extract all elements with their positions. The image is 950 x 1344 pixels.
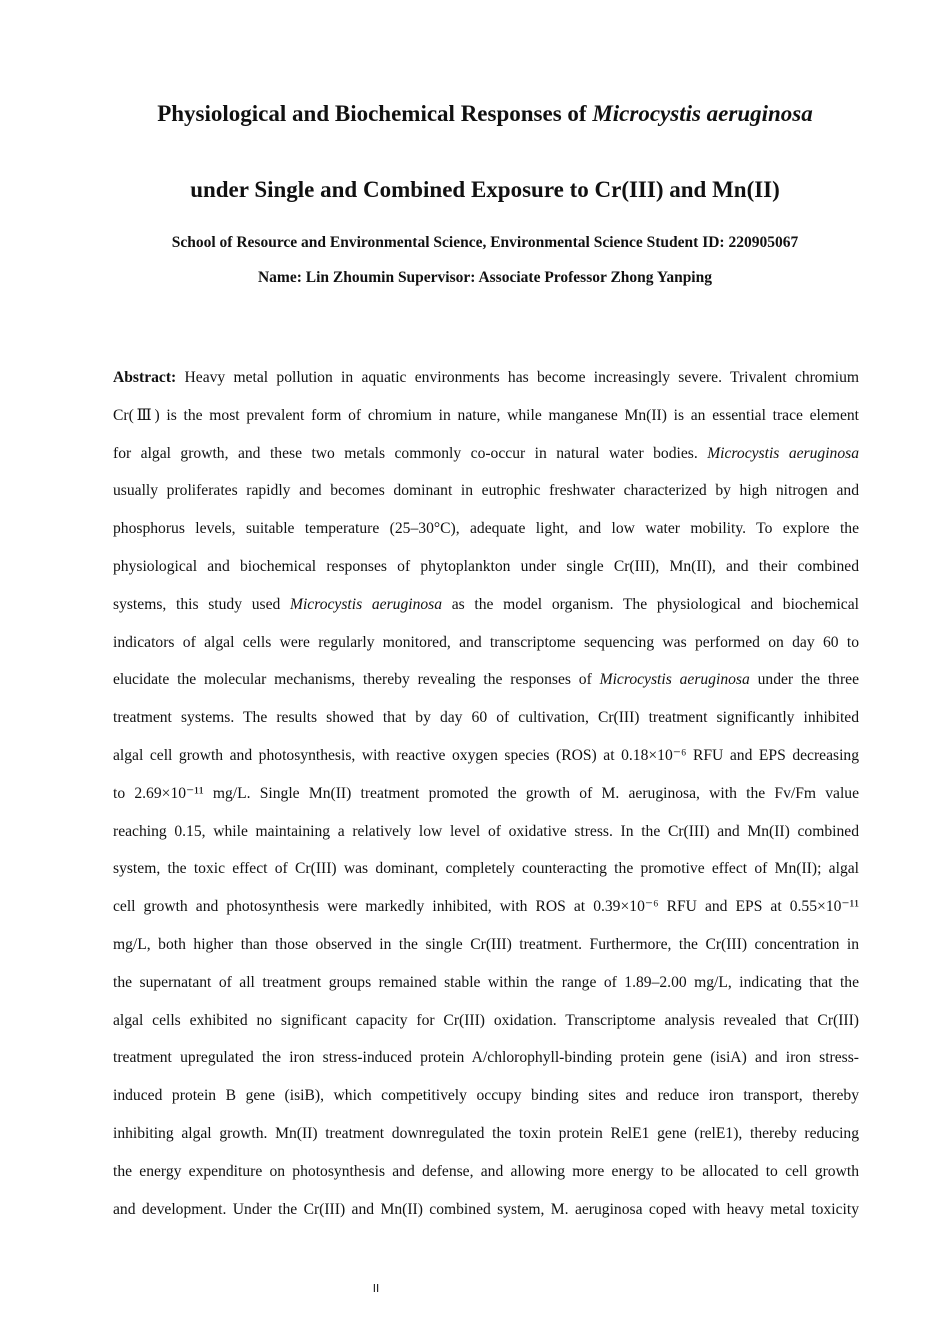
abstract-line [113, 661, 859, 699]
title-species-name: Microcystis aeruginosa [592, 101, 813, 126]
abstract-line [113, 510, 859, 548]
abstract-line [113, 359, 859, 397]
abstract-line [113, 624, 859, 662]
abstract-text: systems, this study used [113, 595, 290, 613]
abstract-text: indicators of algal cells were regularly monitored, and transcriptome sequencing was performed on day 60 to [113, 633, 859, 651]
abstract-text: treatment systems. The results showed that by day 60 of cultivation, Cr(III) treatment significantly inhibited [113, 709, 859, 727]
abstract-text: Heavy metal pollution in aquatic environments has become increasingly severe. Trivalent chromium [176, 369, 859, 386]
abstract-text: usually proliferates rapidly and becomes dominant in eutrophic freshwater characterized by high nitrogen and [113, 482, 859, 500]
abstract-text: the supernatant of all treatment groups remained stable within the range of 1.89–2.00 mg/L, indicating that the [113, 973, 859, 991]
abstract-text: under the three [749, 671, 859, 689]
paper-title-line-2: under Single and Combined Exposure to Cr(III) and Mn(II) [190, 177, 780, 202]
abstract-line [113, 435, 859, 473]
abstract-text: system, the toxic effect of Cr(III) was dominant, completely counteracting the promotive effect of Mn(II); algal [113, 860, 859, 878]
abstract-line [113, 699, 859, 737]
page-number: II [372, 1282, 380, 1295]
abstract-line [113, 472, 859, 510]
abstract-text: cell growth and photosynthesis were markedly inhibited, with ROS at 0.39×10⁻⁶ RFU and EPS at 0.55×10⁻¹¹ [113, 898, 859, 916]
abstract-line [113, 548, 859, 586]
abstract-text: mg/L, both higher than those observed in the single Cr(III) treatment. Furthermore, the Cr(III) concentration in [113, 935, 859, 953]
abstract-line [113, 1191, 859, 1229]
abstract-text: and development. Under the Cr(III) and Mn(II) combined system, M. aeruginosa coped with heavy metal toxicity [113, 1200, 859, 1218]
abstract-line [113, 926, 859, 964]
abstract-text: physiological and biochemical responses of phytoplankton under single Cr(III), Mn(II), and their combined [113, 557, 859, 575]
species-name: Microcystis aeruginosa [289, 595, 443, 613]
abstract-text: Cr(Ⅲ) is the most prevalent form of chromium in nature, while manganese Mn(II) is an essential trace element [113, 406, 859, 424]
abstract-text: reaching 0.15, while maintaining a relatively low level of oxidative stress. In the Cr(III) and Mn(II) combined [113, 822, 859, 840]
abstract-text: as the model organism. The physiological and biochemical [442, 595, 859, 613]
abstract-line [113, 737, 859, 775]
abstract-line [113, 1115, 859, 1153]
abstract-line [113, 813, 859, 851]
species-name: Microcystis aeruginosa [707, 444, 859, 462]
author-supervisor-line: Name: Lin Zhoumin Supervisor: Associate Professor Zhong Yanping [257, 269, 712, 286]
abstract-line [113, 586, 859, 624]
abstract-line [113, 1153, 859, 1191]
abstract-text: to 2.69×10⁻¹¹ mg/L. Single Mn(II) treatment promoted the growth of M. aeruginosa, with the Fv/Fm value [113, 784, 859, 802]
abstract-line [113, 397, 859, 435]
abstract-line [113, 1039, 859, 1077]
abstract-line [113, 888, 859, 926]
title-text: Physiological and Biochemical Responses of [157, 101, 593, 126]
abstract-body [113, 359, 859, 1228]
author-affiliation-line: School of Resource and Environmental Science, Environmental Science Student ID: 220905067 [171, 234, 799, 251]
abstract-label: Abstract: [113, 369, 177, 386]
paper-title-line-1 [10, 101, 950, 127]
abstract-text: algal cells exhibited no significant capacity for Cr(III) oxidation. Transcriptome analysis revealed that Cr(III) [113, 1011, 859, 1029]
abstract-text: for algal growth, and these two metals commonly co-occur in natural water bodies. [113, 444, 708, 462]
abstract-text: phosphorus levels, suitable temperature (25–30°C), adequate light, and low water mobility. To explore the [113, 520, 859, 538]
abstract-text: algal cell growth and photosynthesis, with reactive oxygen species (ROS) at 0.18×10⁻⁶ RFU and EPS decreasing [113, 746, 859, 764]
abstract-line [113, 775, 859, 813]
abstract-line [113, 850, 859, 888]
abstract-text: elucidate the molecular mechanisms, thereby revealing the responses of [113, 671, 600, 689]
abstract-text: the energy expenditure on photosynthesis and defense, and allowing more energy to be allocated to cell growth [113, 1162, 859, 1180]
abstract-text: inhibiting algal growth. Mn(II) treatment downregulated the toxin protein RelE1 gene (relE1), thereby reducing [113, 1124, 859, 1142]
species-name: Microcystis aeruginosa [599, 671, 750, 689]
abstract-text: treatment upregulated the iron stress-induced protein A/chlorophyll-binding protein gene (isiA) and iron stress- [113, 1049, 859, 1067]
abstract-line [113, 1002, 859, 1040]
abstract-line [113, 1077, 859, 1115]
abstract-text: induced protein B gene (isiB), which competitively occupy binding sites and reduce iron transport, thereby [113, 1087, 859, 1105]
abstract-line [113, 964, 859, 1002]
